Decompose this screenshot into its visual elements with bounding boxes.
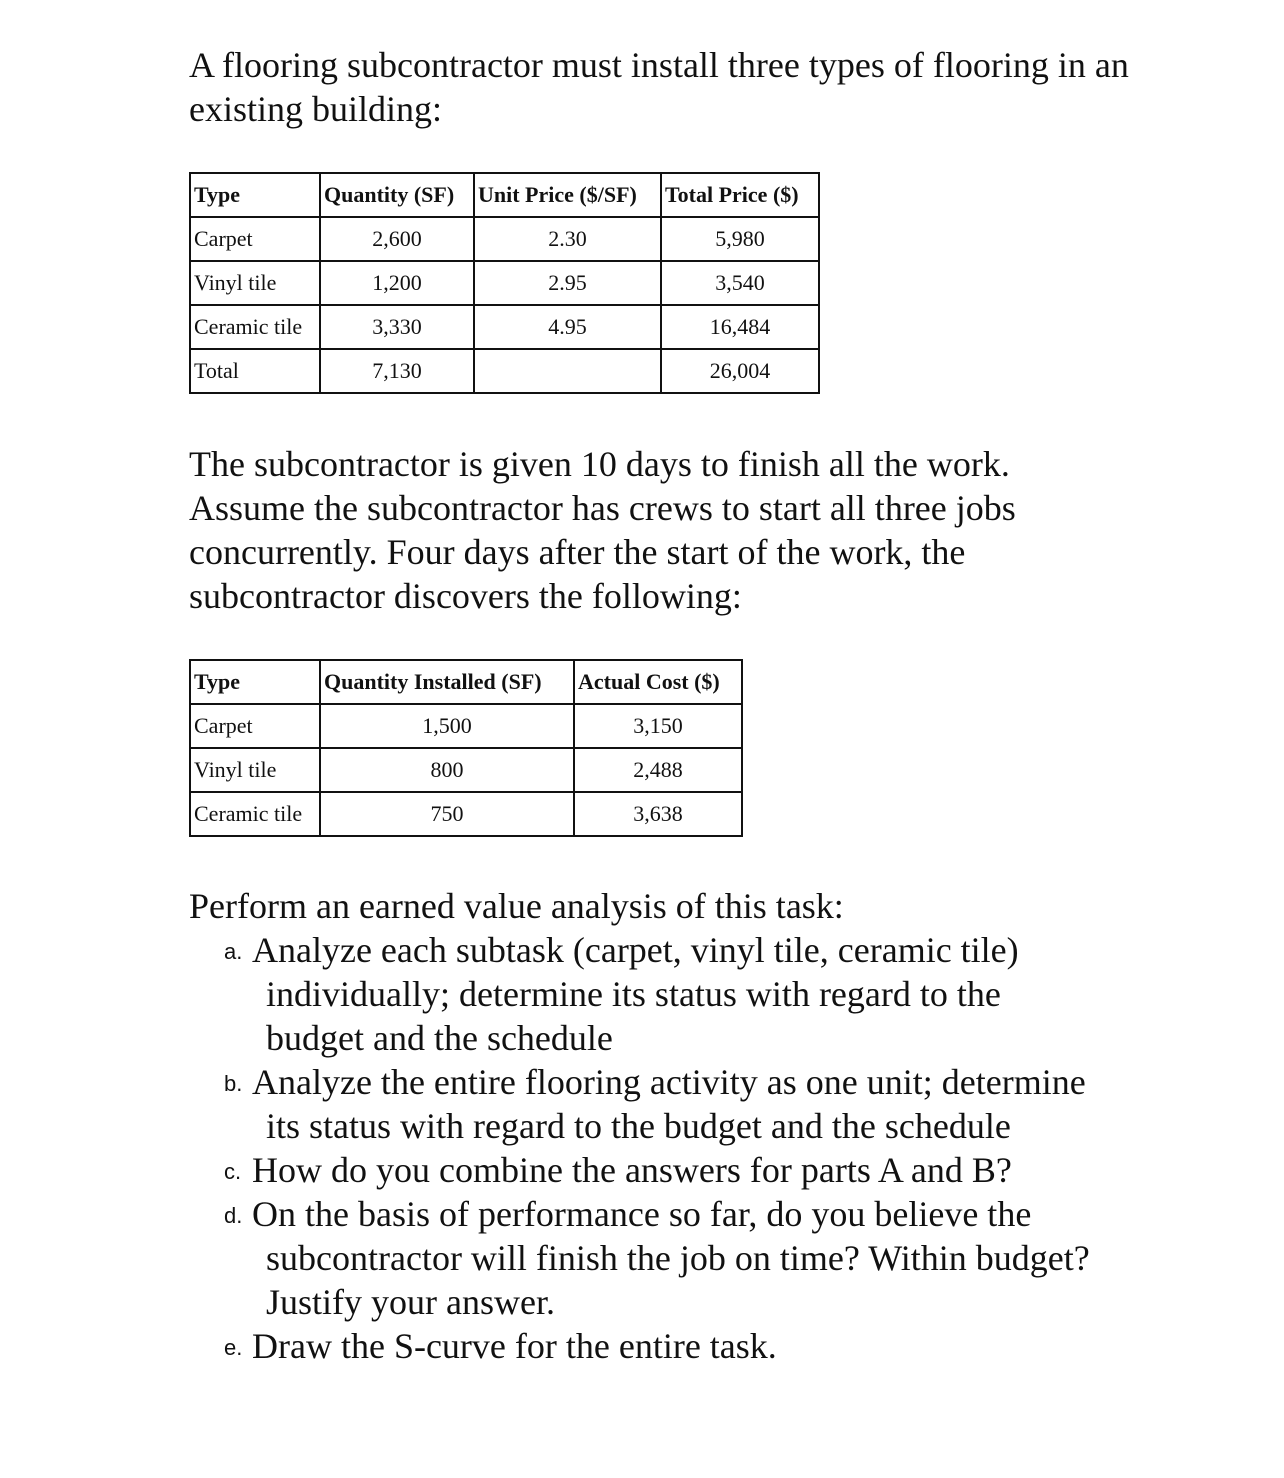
table-header-row [190,173,819,217]
question-text: Analyze each subtask (carpet, vinyl tile, ceramic tile) individually; determine its status with regard to the budget and the schedule [252,930,1019,1058]
column-header: Actual Cost ($) [574,660,742,704]
table-cell: Ceramic tile [190,792,320,836]
list-item [224,1060,1104,1148]
question-text: On the basis of performance so far, do you believe the subcontractor will finish the job on time? Within budget? Justify your answer. [252,1194,1090,1322]
table-cell: 3,638 [574,792,742,836]
column-header: Total Price ($) [661,173,819,217]
flooring-price-table [189,172,820,394]
column-header: Quantity (SF) [320,173,474,217]
column-header: Type [190,660,320,704]
table-cell: Total [190,349,320,393]
question-text: Analyze the entire flooring activity as one unit; determine its status with regard to the budget and the schedule [252,1062,1086,1146]
list-item [224,1192,1104,1324]
column-header: Unit Price ($/SF) [474,173,661,217]
list-item [224,928,1104,1060]
column-header: Type [190,173,320,217]
question-text: Draw the S-curve for the entire task. [252,1326,777,1366]
table-cell: Carpet [190,704,320,748]
table-cell: 3,150 [574,704,742,748]
table-cell: 2.95 [474,261,661,305]
table-total-row [190,349,819,393]
table-row [190,792,742,836]
list-marker: b. [224,1071,243,1096]
table-cell: 5,980 [661,217,819,261]
table-cell: 7,130 [320,349,474,393]
intro-paragraph: A flooring subcontractor must install three types of flooring in an existing building: [189,45,1129,129]
instructions-paragraph: Perform an earned value analysis of this task: [189,886,844,926]
table-cell: 16,484 [661,305,819,349]
table-cell: 800 [320,748,574,792]
table-cell: Vinyl tile [190,748,320,792]
list-item [224,1148,1104,1192]
table-cell: Ceramic tile [190,305,320,349]
table-row [190,748,742,792]
list-marker: c. [224,1159,242,1184]
table-cell: 26,004 [661,349,819,393]
question-text: How do you combine the answers for parts A and B? [252,1150,1012,1190]
table-row [190,305,819,349]
table-cell: 2,488 [574,748,742,792]
table-cell: 2,600 [320,217,474,261]
table-header-row [190,660,742,704]
table-cell: 4.95 [474,305,661,349]
scenario-paragraph: The subcontractor is given 10 days to finish all the work. Assume the subcontractor has crews to start all three jobs concurrently. Four days after the start of the work, the subcontractor discovers the following: [189,444,1016,616]
table-cell: 3,540 [661,261,819,305]
column-header: Quantity Installed (SF) [320,660,574,704]
table-cell: 1,500 [320,704,574,748]
table-row [190,217,819,261]
table-row [190,261,819,305]
installation-progress-table [189,659,743,837]
table-cell: 3,330 [320,305,474,349]
question-list [224,928,1104,1368]
table-cell [474,349,661,393]
list-item [224,1324,1104,1368]
list-marker: e. [224,1335,243,1360]
table-cell: Carpet [190,217,320,261]
table-row [190,704,742,748]
table-cell: 2.30 [474,217,661,261]
table-cell: 750 [320,792,574,836]
table-cell: 1,200 [320,261,474,305]
table-cell: Vinyl tile [190,261,320,305]
list-marker: a. [224,939,243,964]
list-marker: d. [224,1203,243,1228]
